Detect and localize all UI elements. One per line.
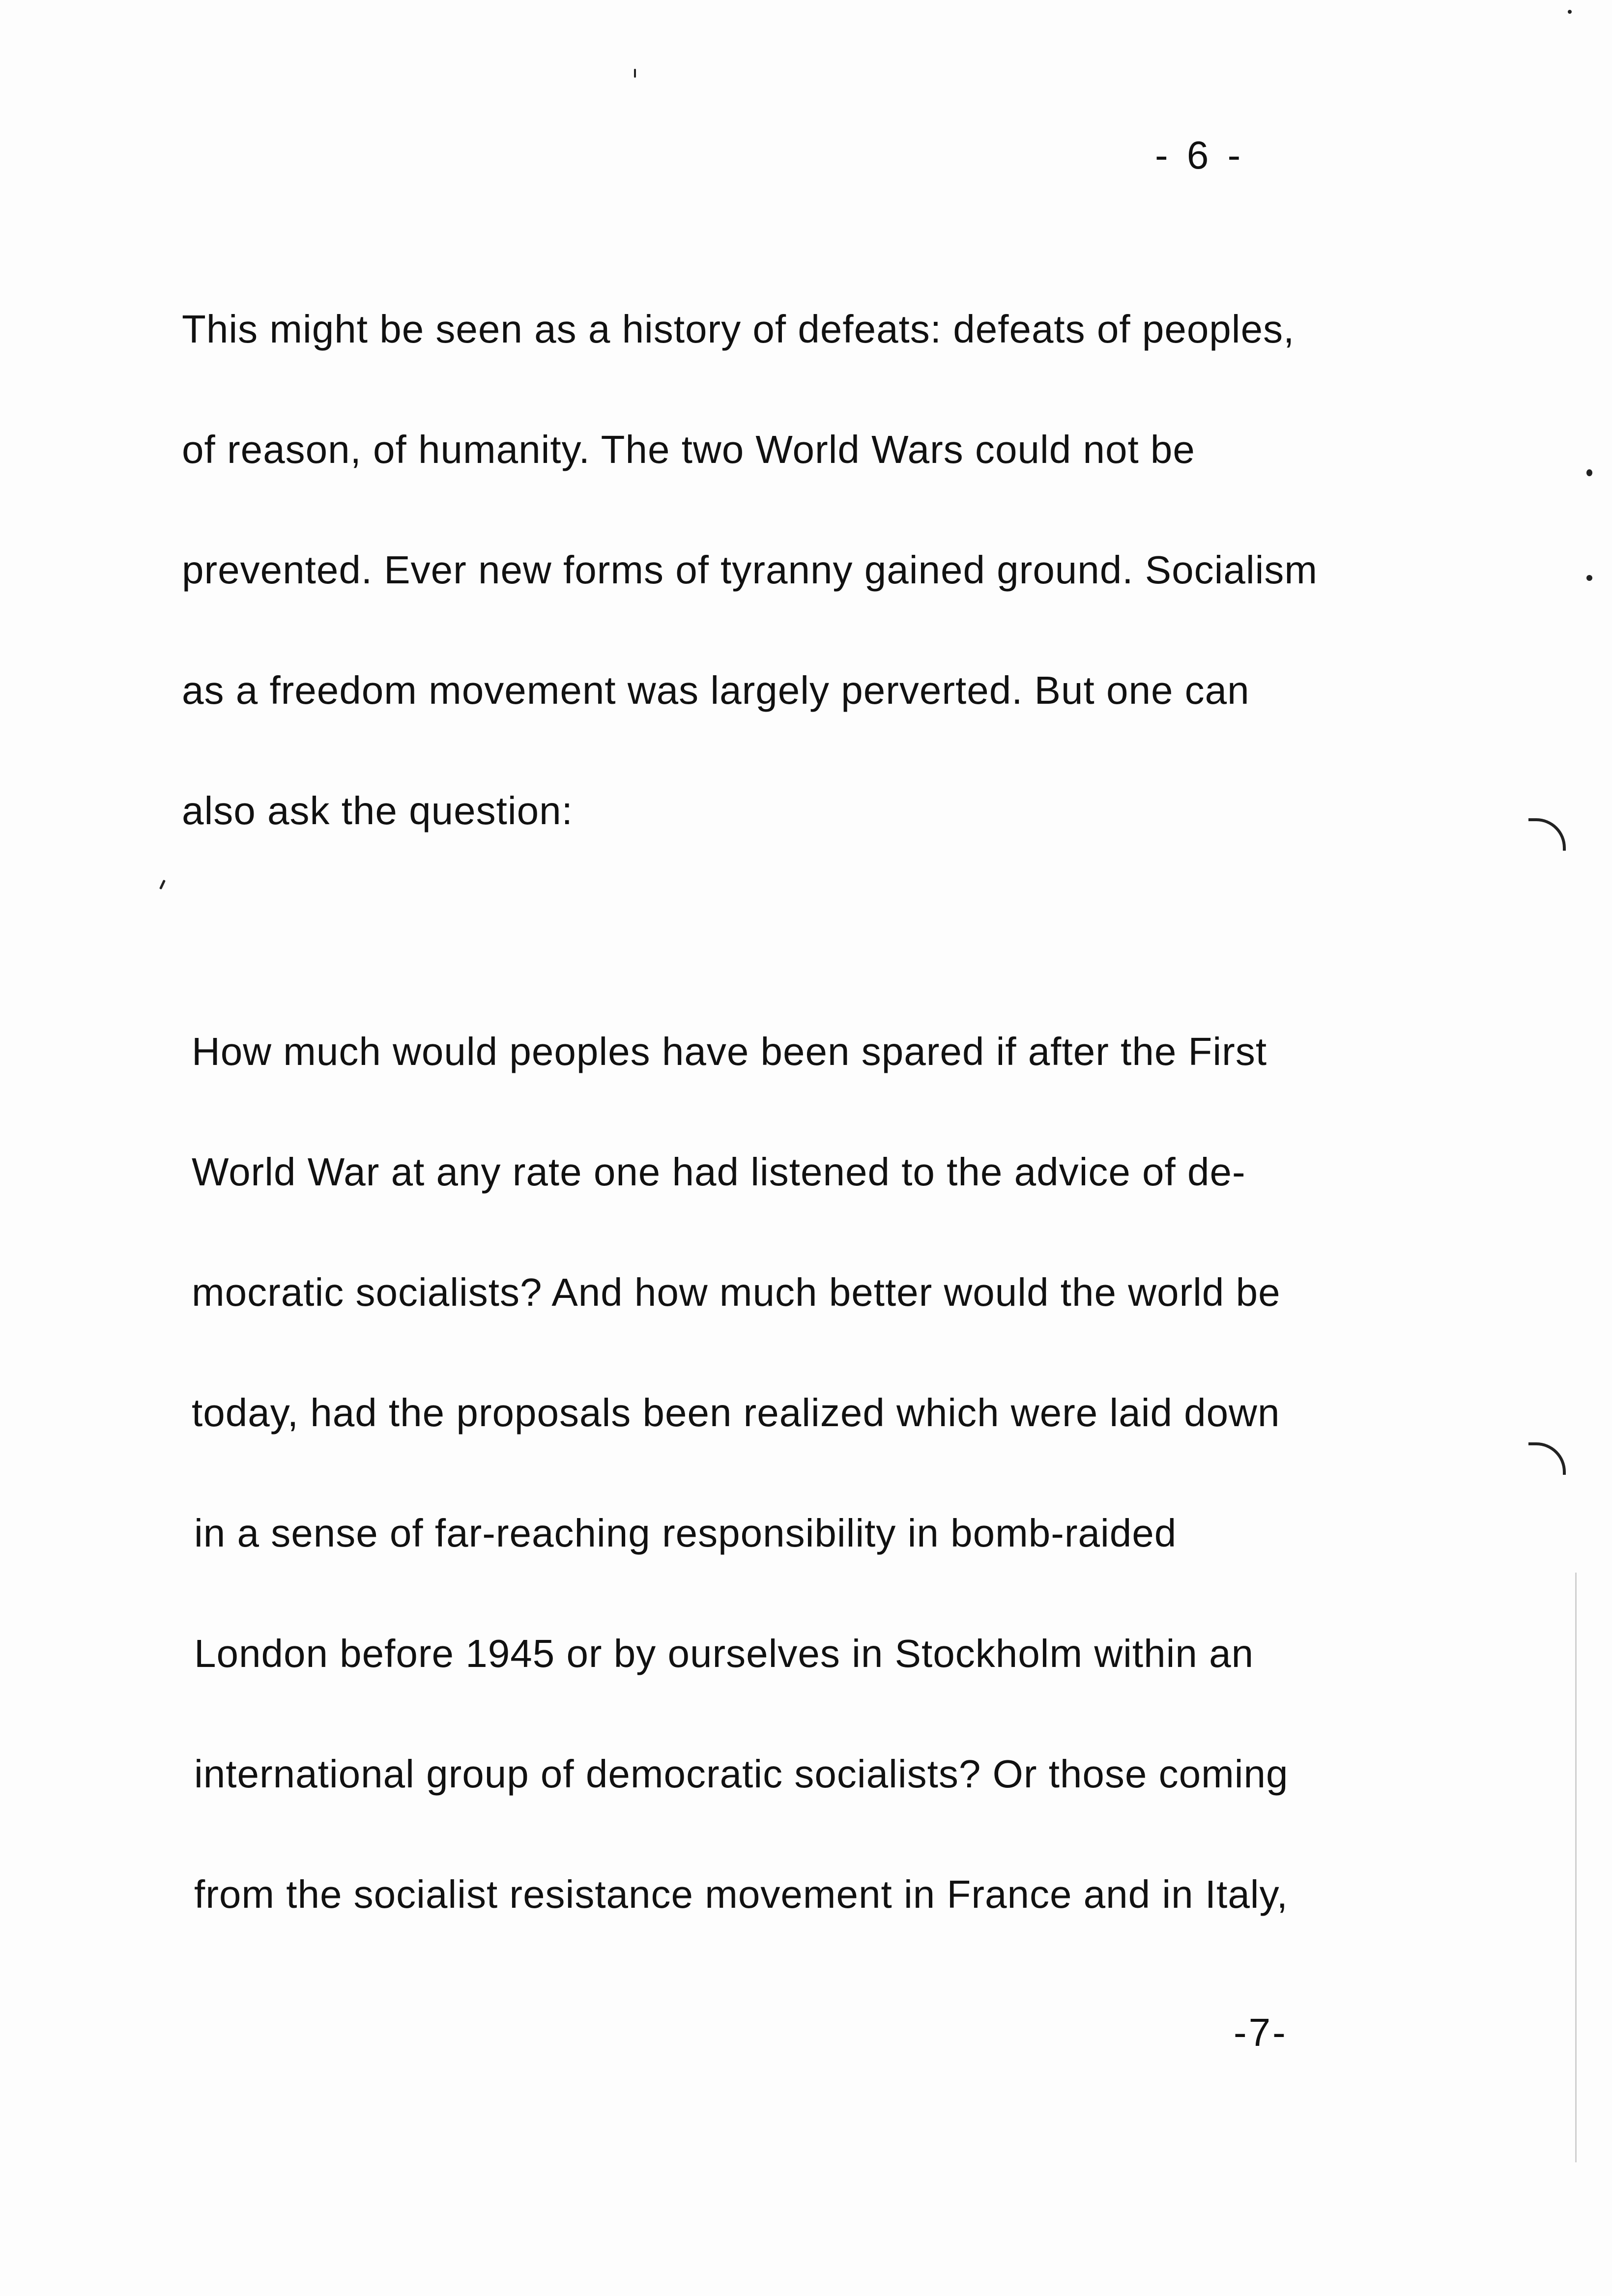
text-line: also ask the question:	[182, 789, 573, 832]
text-line: London before 1945 or by ourselves in Stockholm within an	[194, 1632, 1254, 1675]
text-line: How much would peoples have been spared if after the First	[192, 1030, 1267, 1073]
scan-edge-mark	[1528, 818, 1566, 851]
scan-speck	[1586, 575, 1592, 581]
text-line: from the socialist resistance movement in France and in Italy,	[194, 1872, 1288, 1916]
scan-speck	[1586, 469, 1592, 476]
text-line: as a freedom movement was largely perverted. But one can	[182, 668, 1250, 712]
text-line: This might be seen as a history of defeats: defeats of peoples,	[182, 307, 1295, 351]
scan-edge-mark	[1528, 1442, 1566, 1475]
text-line: in a sense of far-reaching responsibility in bomb-raided	[194, 1511, 1177, 1555]
text-line: World War at any rate one had listened to the advice of de-	[192, 1150, 1246, 1194]
scan-shadow-line	[1575, 1573, 1577, 2162]
text-line: of reason, of humanity. The two World Wars could not be	[182, 428, 1195, 471]
text-line: today, had the proposals been realized which were laid down	[192, 1391, 1280, 1435]
scan-speck	[159, 880, 166, 890]
continuation-marker: -7-	[1234, 2010, 1288, 2054]
scan-speck	[634, 69, 636, 78]
text-line: prevented. Ever new forms of tyranny gained ground. Socialism	[182, 548, 1318, 592]
text-line: mocratic socialists? And how much better would the world be	[192, 1270, 1281, 1314]
scan-speck	[1568, 10, 1572, 14]
text-line: international group of democratic socialists? Or those coming	[194, 1752, 1289, 1796]
page-number: - 6 -	[1155, 133, 1245, 177]
